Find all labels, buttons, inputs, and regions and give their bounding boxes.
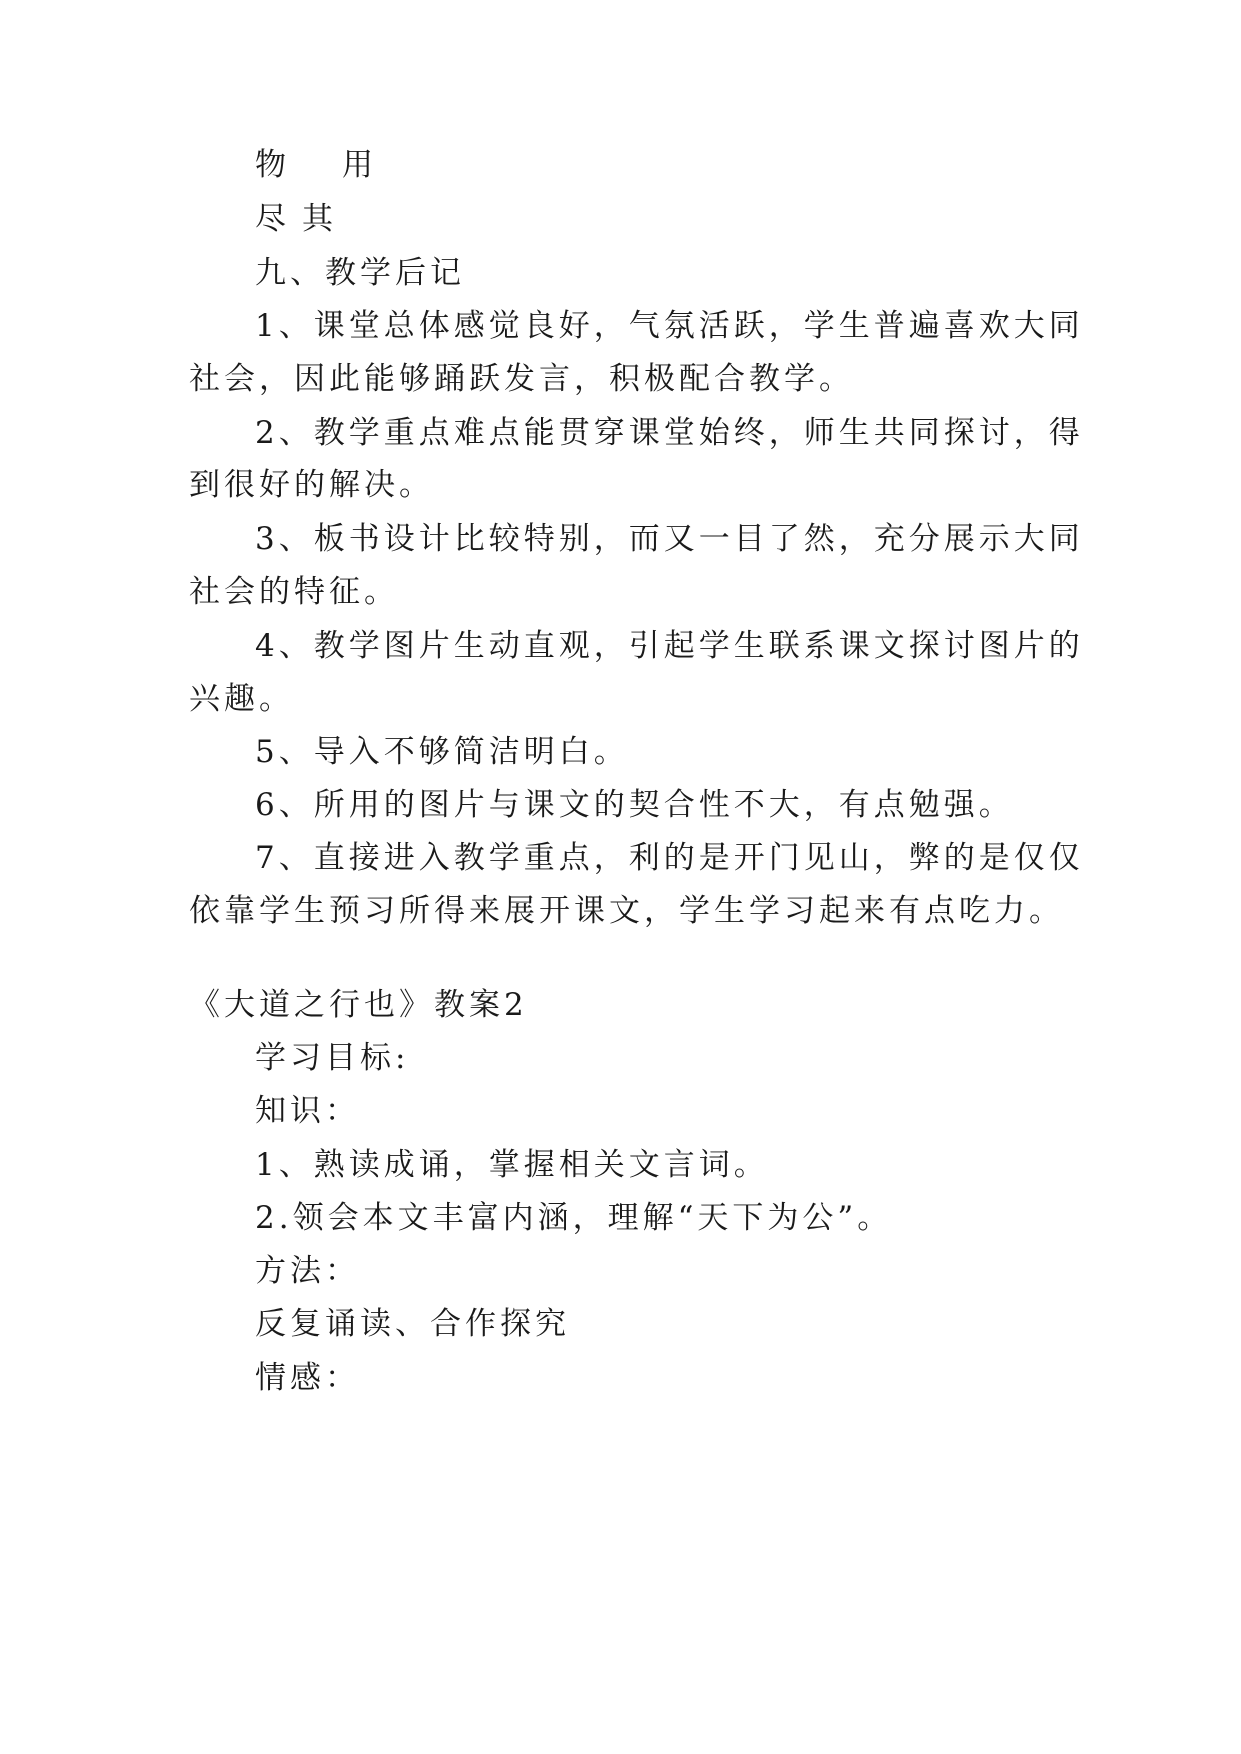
reflection-6: 6、所用的图片与课文的契合性不大，有点勉强。 bbox=[255, 787, 1014, 823]
reflection-1-line1: 1、课堂总体感觉良好，气氛活跃，学生普遍喜欢大同 bbox=[255, 308, 1084, 344]
section-heading: 九、教学后记 bbox=[255, 255, 465, 291]
reflection-2-line1: 2、教学重点难点能贯穿课堂始终，师生共同探讨，得 bbox=[255, 415, 1084, 451]
reflection-3-line2: 社会的特征。 bbox=[189, 574, 399, 610]
knowledge-item-2: 2.领会本文丰富内涵，理解“天下为公”。 bbox=[255, 1200, 893, 1236]
char-yong: 用 bbox=[342, 147, 377, 183]
line-jin-qi bbox=[255, 199, 1135, 239]
method-text: 反复诵读、合作探究 bbox=[255, 1306, 570, 1342]
reflection-3-line1: 3、板书设计比较特别，而又一目了然，充分展示大同 bbox=[255, 521, 1084, 557]
knowledge-item-1: 1、熟读成诵，掌握相关文言词。 bbox=[255, 1147, 769, 1183]
reflection-4-line1: 4、教学图片生动直观，引起学生联系课文探讨图片的 bbox=[255, 628, 1084, 664]
emotion-label: 情感： bbox=[255, 1360, 360, 1396]
char-qi: 其 bbox=[302, 201, 337, 237]
reflection-7-line1: 7、直接进入教学重点，利的是开门见山，弊的是仅仅 bbox=[255, 840, 1084, 876]
objectives-label: 学习目标: bbox=[255, 1040, 410, 1076]
reflection-7-line2: 依靠学生预习所得来展开课文，学生学习起来有点吃力。 bbox=[189, 893, 1064, 929]
method-label: 方法： bbox=[255, 1253, 360, 1289]
char-jin: 尽 bbox=[255, 201, 290, 237]
reflection-5: 5、导入不够简洁明白。 bbox=[255, 734, 629, 770]
reflection-4-line2: 兴趣。 bbox=[189, 681, 294, 717]
line-wu-yong bbox=[255, 145, 1135, 185]
plan2-title: 《大道之行也》教案2 bbox=[189, 987, 528, 1023]
reflection-1-line2: 社会，因此能够踊跃发言，积极配合教学。 bbox=[189, 361, 854, 397]
char-wu: 物 bbox=[255, 147, 290, 183]
reflection-2-line2: 到很好的解决。 bbox=[189, 467, 434, 503]
knowledge-label: 知识： bbox=[255, 1093, 360, 1129]
